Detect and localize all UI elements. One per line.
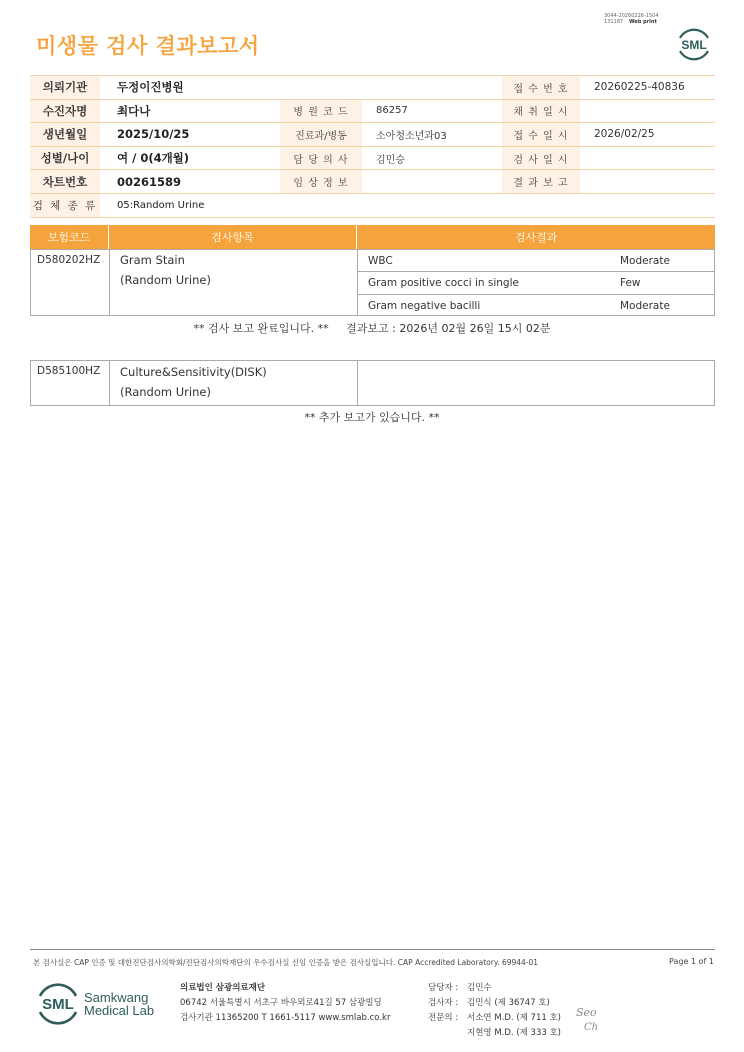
doctor: 김민승 [362, 146, 502, 170]
print-meta-line1: 3044-20260226-1504 [604, 13, 659, 19]
staff-role [428, 1026, 467, 1041]
result-row [358, 250, 714, 272]
dept-label: 진료과/병동 [280, 123, 362, 147]
org-name: 의료법인 삼광의료재단 [180, 983, 266, 993]
result-row [358, 272, 714, 294]
staff-row [428, 1011, 561, 1026]
collect-date-label: 채 취 일 시 [502, 99, 580, 123]
insurance-code: D580202HZ [31, 250, 110, 315]
print-meta-line2: 131187 [604, 19, 624, 25]
staff-list [428, 981, 561, 1041]
result-value: Few [620, 276, 641, 289]
report-complete-note [0, 320, 744, 336]
result-value: Moderate [620, 254, 670, 267]
dob: 2025/10/25 [100, 123, 280, 147]
collect-date [580, 99, 715, 123]
chart-no-label: 차트번호 [30, 170, 100, 194]
brand-line1: Samkwang [84, 990, 149, 1005]
sex-age-label: 성별/나이 [30, 146, 100, 170]
insurance-code: D585100HZ [31, 361, 110, 405]
signature-2: Ch [584, 1022, 599, 1033]
report-label: 결 과 보 고 [502, 170, 580, 194]
staff-row [428, 1026, 561, 1041]
doctor-label: 담 당 의 사 [280, 146, 362, 170]
receipt-no-label: 접 수 번 호 [502, 76, 580, 100]
cert-statement: 본 검사실은 CAP 인증 및 대한진단검사의학회/진단검사의학재단의 우수검사실 신임 인증을 받은 검사실입니다. CAP Accredited Laboratory. 69944-01 [33, 958, 539, 967]
logo-text: SML [42, 996, 74, 1013]
web-print-label: Web print [629, 19, 657, 25]
footer-divider [30, 949, 715, 950]
page-number: Page 1 of 1 [669, 957, 714, 966]
staff-role: 검사자 : [428, 998, 459, 1008]
test-date-label: 검 사 일 시 [502, 146, 580, 170]
staff-name: 지현영 M.D. (제 333 호) [467, 1028, 562, 1038]
receipt-no: 20260225-40836 [580, 76, 715, 100]
gram-stain-block [30, 249, 715, 316]
dob-label: 생년월일 [30, 123, 100, 147]
test-item [110, 250, 358, 315]
staff-role: 전문의 : [428, 1013, 459, 1023]
hospital-code-label: 병 원 코 드 [280, 99, 362, 123]
staff-name: 김민수 [467, 983, 492, 993]
test-item [110, 361, 358, 405]
receipt-date-label: 접 수 일 시 [502, 123, 580, 147]
patient-info-table [30, 75, 715, 218]
patient-name: 최다나 [100, 99, 280, 123]
logo-text: SML [681, 38, 707, 52]
org-info [180, 981, 390, 1026]
staff-row [428, 996, 561, 1011]
patient-label: 수진자명 [30, 99, 100, 123]
hospital-code: 86257 [362, 99, 502, 123]
staff-row [428, 981, 561, 996]
results-header [30, 225, 715, 249]
staff-role: 담당자 : [428, 983, 459, 993]
results-list [358, 250, 714, 315]
request-org: 두정이진병원 [100, 76, 280, 100]
signature-1: Seo [576, 1006, 597, 1019]
header-result: 검사결과 [514, 231, 558, 244]
report-complete-text: ** 검사 보고 완료입니다. ** [193, 322, 329, 335]
staff-name: 김민식 (제 36747 호) [467, 998, 550, 1008]
org-address: 06742 서울특별시 서초구 바우뫼로41길 57 삼광빌딩 [180, 998, 382, 1008]
additional-report-note: ** 추가 보고가 있습니다. ** [304, 411, 440, 424]
test-item-specimen: (Random Urine) [120, 385, 211, 399]
header-item: 검사항목 [109, 225, 357, 249]
dept: 소아청소년과03 [362, 123, 502, 147]
brand-name [84, 991, 154, 1017]
staff-name: 서소연 M.D. (제 711 호) [467, 1013, 562, 1023]
brand-line2: Medical Lab [84, 1003, 155, 1018]
page-title: 미생물 검사 결과보고서 [36, 34, 260, 58]
specimen: 05:Random Urine [100, 193, 715, 217]
test-item-specimen: (Random Urine) [120, 273, 211, 287]
sex-age: 여 / 0(4개월) [100, 146, 280, 170]
print-meta [604, 13, 659, 25]
report [580, 170, 715, 194]
result-value: Moderate [620, 299, 670, 312]
result-name: Gram negative bacilli [368, 299, 481, 312]
receipt-date: 2026/02/25 [580, 123, 715, 147]
report-time-text: 결과보고 : 2026년 02월 26일 15시 02분 [346, 322, 551, 335]
result-row [358, 295, 714, 317]
header-code: 보험코드 [30, 225, 109, 249]
result-name: Gram positive cocci in single [368, 276, 519, 289]
sml-logo-icon [34, 980, 82, 1028]
clinical-info [362, 170, 502, 194]
culture-block [30, 360, 715, 406]
specimen-label: 검 체 종 류 [30, 193, 100, 217]
request-org-label: 의뢰기관 [30, 76, 100, 100]
org-contact: 검사기관 11365200 T 1661-5117 www.smlab.co.kr [180, 1013, 391, 1023]
sml-logo-icon [674, 24, 714, 64]
test-item-name: Gram Stain [120, 253, 185, 267]
test-date [580, 146, 715, 170]
clinical-info-label: 임 상 정 보 [280, 170, 362, 194]
result-name: WBC [368, 254, 393, 267]
test-item-name: Culture&Sensitivity(DISK) [120, 365, 267, 379]
chart-no: 00261589 [100, 170, 280, 194]
